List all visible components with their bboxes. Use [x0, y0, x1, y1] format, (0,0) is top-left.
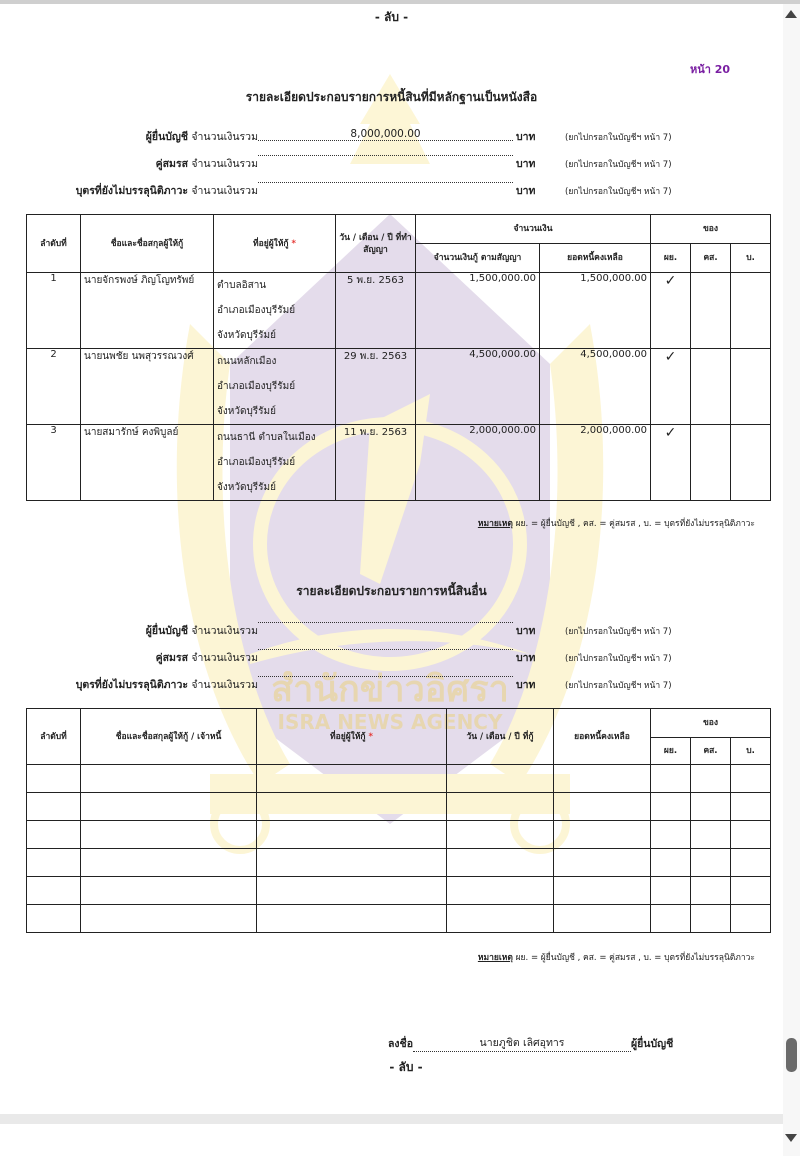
col-header-owner-group: ของ — [651, 709, 771, 738]
col-header-date: วัน / เดือน / ปี ที่กู้ — [447, 709, 554, 765]
table-row — [27, 905, 771, 933]
col-header-balance: ยอดหนี้คงเหลือ — [554, 709, 651, 765]
col-header-no: ลำดับที่ — [27, 709, 81, 765]
col-header-owner-group: ของ — [651, 215, 771, 244]
col-header-date: วัน / เดือน / ปี ที่ทำสัญญา — [336, 215, 416, 273]
vertical-scrollbar[interactable] — [783, 4, 800, 1156]
watermark-text-en: ISRA NEWS AGENCY — [277, 710, 503, 734]
owner-check-icon: ✓ — [651, 425, 691, 501]
scroll-up-arrow-icon[interactable] — [785, 10, 797, 18]
watermark-text-th: สำนักข่าวอิศรา — [271, 669, 509, 710]
table-row — [27, 877, 771, 905]
signature-name: นายภูชิต เลิศอุทาร — [413, 1034, 631, 1052]
col-header-no: ลำดับที่ — [27, 215, 81, 273]
table-row — [27, 765, 771, 793]
col-header-amount-group: จำนวนเงิน — [416, 215, 651, 244]
col-header-own2: คส. — [691, 244, 731, 273]
secret-label-bottom: - ลับ - — [389, 1060, 423, 1074]
secured-debts-table — [26, 214, 771, 501]
col-header-name: ชื่อและชื่อสกุลผู้ให้กู้ / เจ้าหนี้ — [81, 709, 257, 765]
document-page: สำนักข่าวอิศรา ISRA NEWS AGENCY - ลับ - หน้า 20 รายละเอียดประกอบรายการหนี้สินที่มีหลักฐานเป็นหนังสือ ผู้ยื่นบัญชี จำนวนเงินรวม 8,000,000.00 บาท (ยกไปกรอกในบัญชีฯ หน้า 7) คู่สมรส จำนวนเงินรวม บาท (ยกไปกรอกในบัญชีฯ หน้า 7) บุตรที่ยังไม่บรรลุนิติภาวะ จำนวนเงินรวม บาท (ยกไปกรอกในบัญชีฯ หน้า 7) ลำดับที่ ชื่อและชื่อสกุลผู้ให้กู้ ที่อยู่ผู้ให้กู้ * วัน / เดือน / ปี ที่ทำสัญญา จำนวนเงิน ของ จำนวนเงินกู้ ตามสัญญา ยอดหนี้คงเหลือ ผย. คส. บ. 1 นายจักรพงษ์ ภิญโญทรัพย์ ตำบลอิสาน อำเภอเมืองบุรีรัมย์ จังหวัดบุรีรัมย์ 5 พ.ย. 2563 1,500,000.00 1,500,000.00 ✓ 2 นายนพชัย นพสุวรรณวงศ์ ถนนหลักเมือง อำเภอเมืองบุรีรัมย์ จังหวัดบุรีรัมย์ 29 พ.ย. 2563 4,500,000.00 4,500,000.00 ✓ 3 นายสมารักษ์ คงพิบูลย์ ถนนธานี ตำบลในเมือง อำเภอเมืองบุรีรัมย์ จังหวัดบุรีรัมย์ 11 พ.ย. 2563 2,000,000.00 2,000,000.00 ✓ หมายเหตุ ผย. = ผู้ยื่นบัญชี , คส. = คู่สมรส , บ. = บุตรที่ยังไม่บรรลุนิติภาวะ รายละเอียดประกอบรายการหนี้สินอื่น ผู้ยื่นบัญชี จำนวนเงินรวม บาท (ยกไปกรอกในบัญชีฯ หน้า 7) คู่สมรส จำนวนเงินรวม บาท (ยกไปกรอกในบัญชีฯ หน้า 7) บุตรที่ยังไม่บรรลุนิติภาวะ จำนวนเงินรวม บาท (ยกไปกรอกในบัญชีฯ หน้า 7) ลำดับที่ ชื่อและชื่อสกุลผู้ให้กู้ / เจ้าหนี้ ที่อยู่ผู้ให้กู้ * วัน / เดือน / ปี ที่กู้ ยอดหนี้คงเหลือ ของ ผย. คส. บ. หมายเหตุ ผย. = ผู้ยื่นบัญชี , คส. = คู่สมรส , บ. = บุตรที่ยังไม่บรรลุนิติภาวะ ลงชื่อ นายภูชิต เลิศอุทาร ผู้ยื่นบัญชี - ลับ - — [0, 4, 783, 1114]
col-header-own2: คส. — [691, 738, 731, 765]
section2-title: รายละเอียดประกอบรายการหนี้สินอื่น — [296, 584, 487, 598]
section2-legend: หมายเหตุ ผย. = ผู้ยื่นบัญชี , คส. = คู่สมรส , บ. = บุตรที่ยังไม่บรรลุนิติภาวะ — [477, 953, 755, 963]
table-row: 3 นายสมารักษ์ คงพิบูลย์ ถนนธานี ตำบลในเมือง อำเภอเมืองบุรีรัมย์ จังหวัดบุรีรัมย์ 11 พ.ย. 2563 2,000,000.00 2,000,000.00 ✓ — [27, 425, 771, 501]
table-row: 2 นายนพชัย นพสุวรรณวงศ์ ถนนหลักเมือง อำเภอเมืองบุรีรัมย์ จังหวัดบุรีรัมย์ 29 พ.ย. 2563 4,500,000.00 4,500,000.00 ✓ — [27, 349, 771, 425]
signature-line: ลงชื่อ นายภูชิต เลิศอุทาร ผู้ยื่นบัญชี — [388, 1034, 673, 1052]
col-header-balance: ยอดหนี้คงเหลือ — [540, 244, 651, 273]
col-header-address: ที่อยู่ผู้ให้กู้ * — [214, 215, 336, 273]
section1-title: รายละเอียดประกอบรายการหนี้สินที่มีหลักฐานเป็นหนังสือ — [245, 90, 538, 104]
col-header-amount: จำนวนเงินกู้ ตามสัญญา — [416, 244, 540, 273]
scroll-down-arrow-icon[interactable] — [785, 1134, 797, 1142]
table-row — [27, 793, 771, 821]
owner-check-icon: ✓ — [651, 349, 691, 425]
filer-total-value: 8,000,000.00 — [258, 128, 513, 141]
next-page-preview — [0, 1124, 783, 1156]
col-header-own3: บ. — [731, 244, 771, 273]
table-row — [27, 821, 771, 849]
col-header-own3: บ. — [731, 738, 771, 765]
section1-legend: หมายเหตุ ผย. = ผู้ยื่นบัญชี , คส. = คู่สมรส , บ. = บุตรที่ยังไม่บรรลุนิติภาวะ — [477, 519, 755, 529]
col-header-own1: ผย. — [651, 244, 691, 273]
table-row — [27, 849, 771, 877]
page-number: หน้า 20 — [690, 63, 731, 76]
owner-check-icon: ✓ — [651, 273, 691, 349]
col-header-address: ที่อยู่ผู้ให้กู้ * — [257, 709, 447, 765]
other-debts-table — [26, 708, 771, 933]
secret-label-top: - ลับ - — [374, 10, 409, 24]
col-header-name: ชื่อและชื่อสกุลผู้ให้กู้ — [81, 215, 214, 273]
table-row: 1 นายจักรพงษ์ ภิญโญทรัพย์ ตำบลอิสาน อำเภอเมืองบุรีรัมย์ จังหวัดบุรีรัมย์ 5 พ.ย. 2563 1,500,000.00 1,500,000.00 ✓ — [27, 273, 771, 349]
col-header-own1: ผย. — [651, 738, 691, 765]
